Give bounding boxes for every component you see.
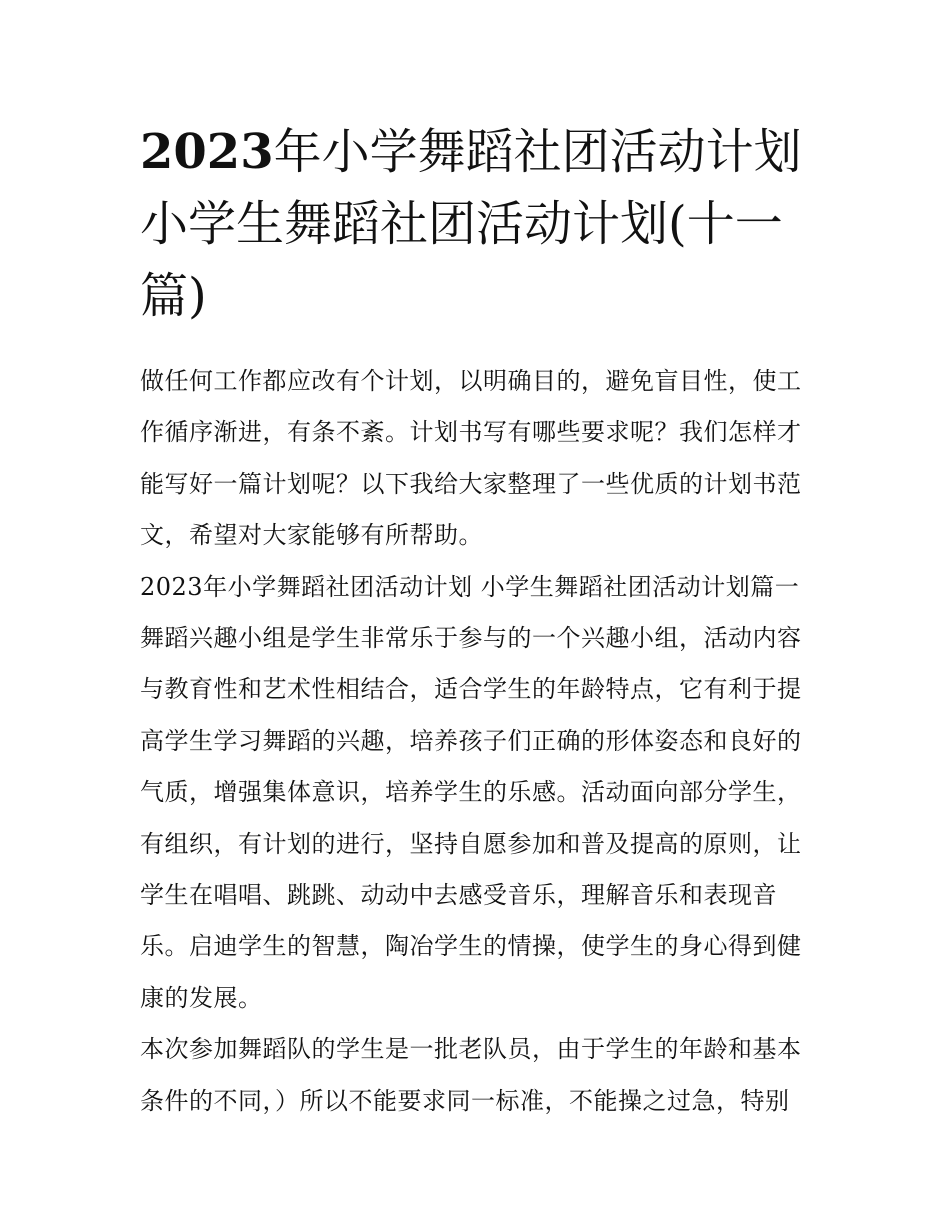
paragraph-students bbox=[140, 1024, 820, 1127]
text-line: 学生在唱唱、跳跳、动动中去感受音乐，理解音乐和表现音 bbox=[140, 881, 777, 910]
text-line: 气质，增强集体意识，培养学生的乐感。活动面向部分学生， bbox=[140, 778, 802, 807]
text-line: 能写好一篇计划呢？以下我给大家整理了一些优质的计划书范 bbox=[140, 469, 802, 498]
text-line: 乐。启迪学生的智慧，陶冶学生的情操，使学生的身心得到健 bbox=[140, 932, 802, 961]
text-line: 高学生学习舞蹈的兴趣，培养孩子们正确的形体姿态和良好的 bbox=[140, 726, 802, 755]
document-body bbox=[140, 356, 820, 1127]
title-line-1-rest: 年小学舞蹈社团活动计划 bbox=[273, 124, 802, 180]
text-line: 文，希望对大家能够有所帮助。 bbox=[140, 521, 483, 550]
title-line-3: 篇) bbox=[140, 268, 207, 324]
text-line: 做任何工作都应改有个计划，以明确目的，避免盲目性，使工 bbox=[140, 367, 802, 395]
document-title bbox=[140, 116, 820, 332]
text-line: 舞蹈兴趣小组是学生非常乐于参与的一个兴趣小组，活动内容 bbox=[140, 624, 802, 653]
title-line-1 bbox=[140, 116, 820, 188]
text-line: 有组织，有计划的进行，坚持自愿参加和普及提高的原则，让 bbox=[140, 829, 802, 858]
text-line: 康的发展。 bbox=[140, 983, 263, 1012]
text-line: 条件的不同，）所以不能要求同一标准，不能操之过急，特别 bbox=[140, 1086, 790, 1115]
text-line: 2023年小学舞蹈社团活动计划 小学生舞蹈社团活动计划篇一 bbox=[140, 572, 800, 601]
paragraph-overview bbox=[140, 613, 820, 1024]
text-line: 本次参加舞蹈队的学生是一批老队员，由于学生的年龄和基本 bbox=[140, 1035, 802, 1064]
text-line: 与教育性和艺术性相结合，适合学生的年龄特点，它有利于提 bbox=[140, 675, 802, 704]
title-year: 2023 bbox=[140, 124, 274, 180]
title-line-2: 小学生舞蹈社团活动计划(十一 bbox=[140, 196, 783, 252]
section-heading bbox=[140, 562, 820, 613]
text-line: 作循序渐进，有条不紊。计划书写有哪些要求呢？我们怎样才 bbox=[140, 418, 802, 447]
paragraph-intro bbox=[140, 356, 820, 562]
